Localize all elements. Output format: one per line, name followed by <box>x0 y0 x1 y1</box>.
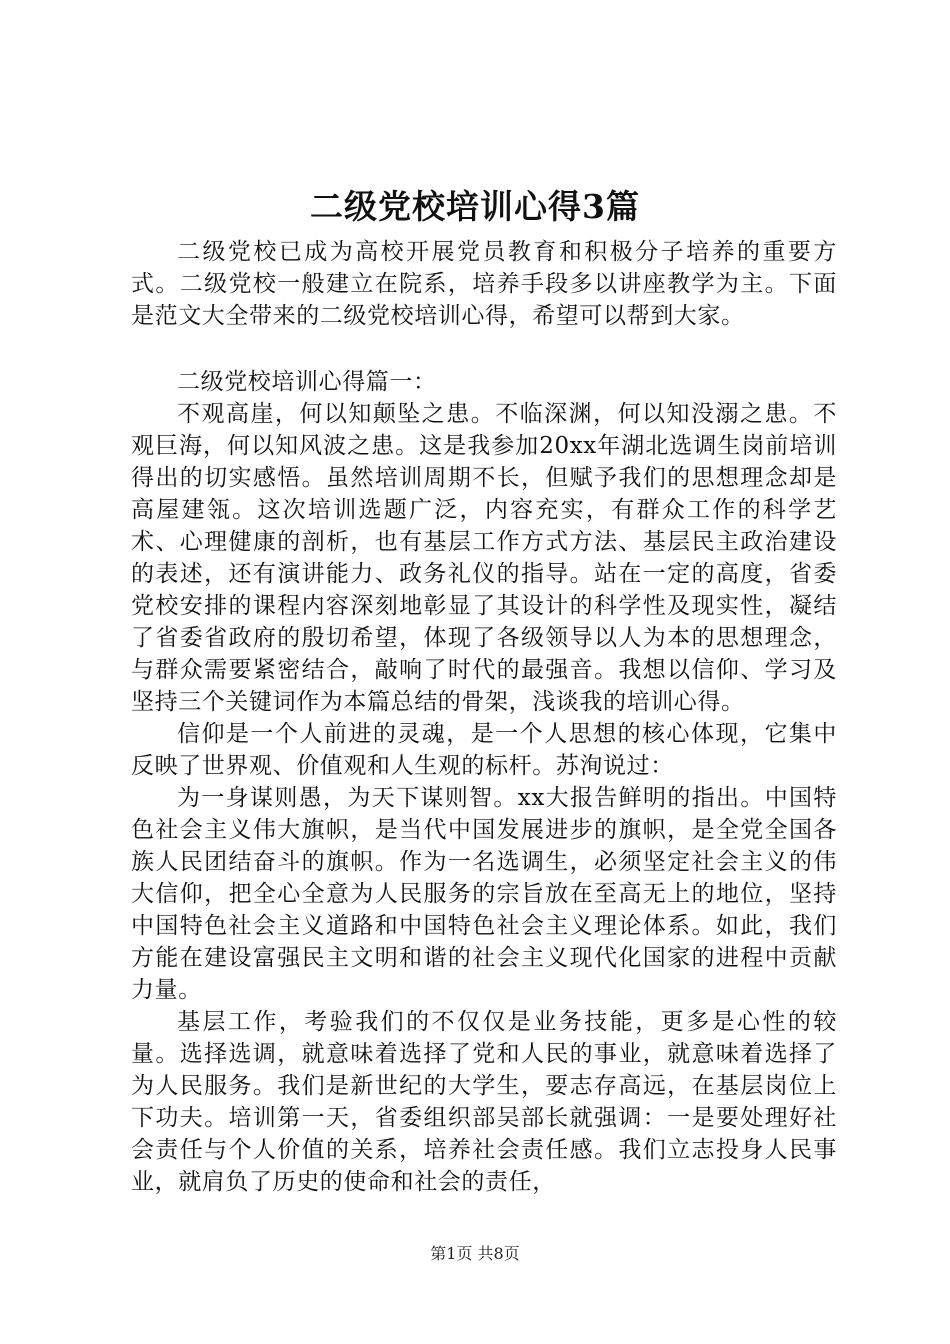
body-paragraph-4: 基层工作，考验我们的不仅仅是业务技能，更多是心性的较量。选择选调，就意味着选择了党和人民的事业，就意味着选择了为人民服务。我们是新世纪的大学生，要志存高远，在基层岗位上下功夫。培训第一天，省委组织部吴部长就强调：一是要处理好社会责任与个人价值的关系，培养社会责任感。我们立志投身人民事业，就肩负了历史的使命和社会的责任， <box>131 1009 837 1195</box>
section-heading: 二级党校培训心得篇一： <box>177 369 437 395</box>
body-paragraph-2: 信仰是一个人前进的灵魂，是一个人思想的核心体现，它集中反映了世界观、价值观和人生观的标杆。苏洵说过： <box>131 721 837 779</box>
page-footer: 第1页 共8页 <box>430 1244 520 1263</box>
intro-paragraph: 二级党校已成为高校开展党员教育和积极分子培养的重要方式。二级党校一般建立在院系，培养手段多以讲座教学为主。下面是范文大全带来的二级党校培训心得，希望可以帮到大家。 <box>131 239 837 329</box>
body-paragraph-1: 不观高崖，何以知颠坠之患。不临深渊，何以知没溺之患。不观巨海，何以知风波之患。这是我参加20xx年湖北选调生岗前培训得出的切实感悟。虽然培训周期不长，但赋予我们的思想理念却是高屋建瓴。这次培训选题广泛，内容充实，有群众工作的科学艺术、心理健康的剖析，也有基层工作方式方法、基层民主政治建设的表述，还有演讲能力、政务礼仪的指导。站在一定的高度，省委党校安排的课程内容深刻地彰显了其设计的科学性及现实性，凝结了省委省政府的殷切希望，体现了各级领导以人为本的思想理念，与群众需要紧密结合，敲响了时代的最强音。我想以信仰、学习及坚持三个关键词作为本篇总结的骨架，浅谈我的培训心得。 <box>131 401 837 715</box>
document-body <box>131 236 837 1198</box>
document-title: 二级党校培训心得3篇 <box>310 187 640 226</box>
body-paragraph-3: 为一身谋则愚，为天下谋则智。xx大报告鲜明的指出。中国特色社会主义伟大旗帜，是当代中国发展进步的旗帜，是全党全国各族人民团结奋斗的旗帜。作为一名选调生，必须坚定社会主义的伟大信仰，把全心全意为人民服务的宗旨放在至高无上的地位，坚持中国特色社会主义道路和中国特色社会主义理论体系。如此，我们方能在建设富强民主文明和谐的社会主义现代化国家的进程中贡献力量。 <box>131 785 837 1003</box>
paragraph-spacer <box>131 332 837 366</box>
